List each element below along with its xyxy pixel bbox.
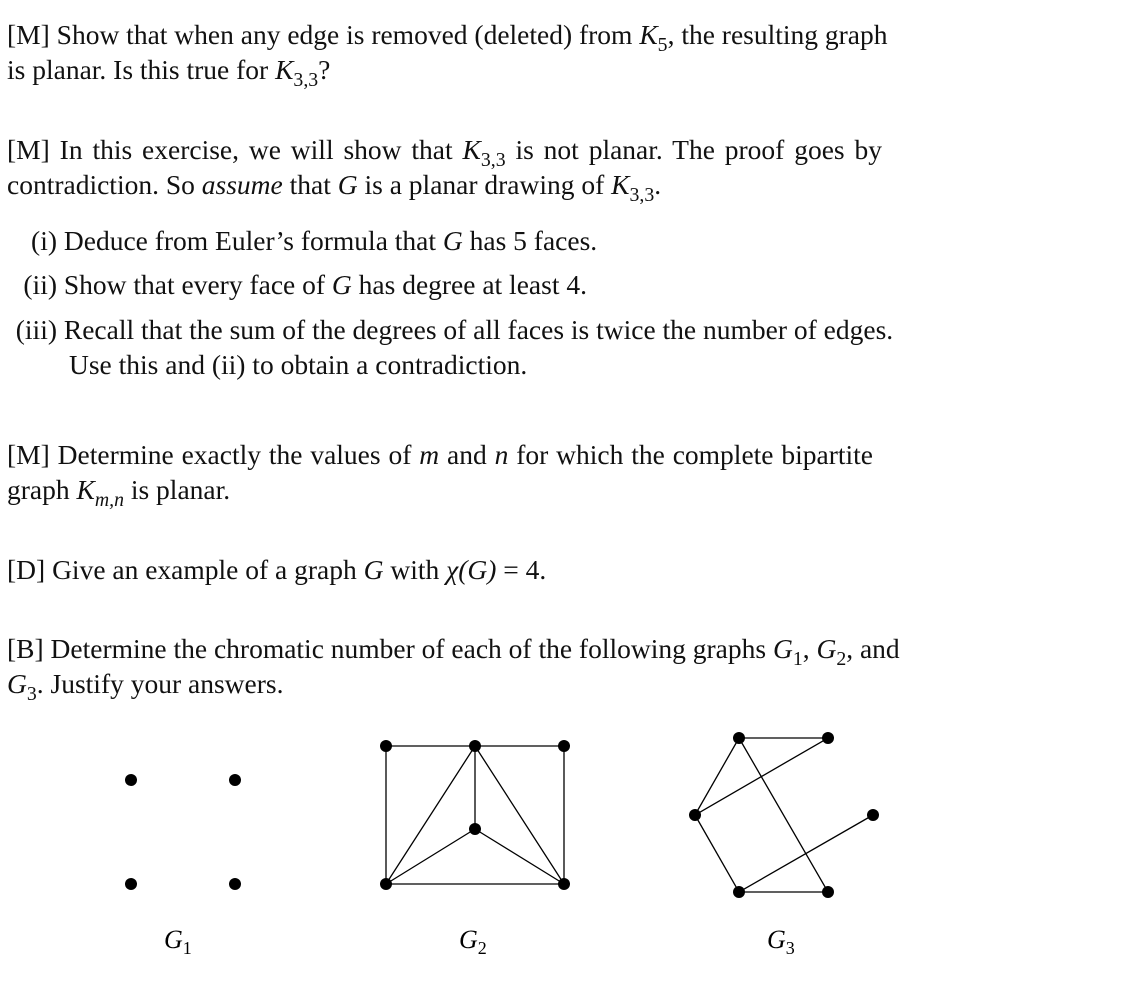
exercise-3-line-2: graph $K_{m,n}$ is planar. [7, 474, 231, 511]
graph-g2 [386, 746, 564, 884]
graph-vertex [380, 740, 392, 752]
k33-symbol: $K_{3,3}$ [462, 134, 506, 171]
graph-g3-label: $G_3$ [767, 925, 795, 958]
exercise-3-line-1: [M] Determine exactly the values of m and n for which the complete bipartite [7, 439, 874, 470]
graph-edge [386, 829, 475, 884]
graph-vertex [558, 878, 570, 890]
graph-vertex [469, 823, 481, 835]
graph-edge [739, 738, 828, 892]
assume-emphasis: assume [201, 169, 283, 200]
exercise-5-line-2: $G_3$. Justify your answers. [7, 668, 284, 705]
graph-edge [695, 738, 828, 815]
exercise-2-line-1: [M] In this exercise, we will show that $K_{3,3}$ is not planar. The proof goes by [7, 134, 882, 171]
graph-edge [475, 829, 564, 884]
difficulty-tag: [M] [7, 19, 50, 50]
graph-vertex [229, 774, 241, 786]
graph-edge [475, 746, 564, 884]
g3-symbol: $G_3$ [7, 668, 37, 705]
graph-vertex [867, 809, 879, 821]
difficulty-tag: [D] [7, 554, 46, 585]
graph-vertex [822, 732, 834, 744]
graph-vertex [733, 732, 745, 744]
list-item-continuation: Use this and (ii) to obtain a contradiction. [69, 349, 528, 380]
graph-edge [695, 815, 739, 892]
exercise-5-line-1: [B] Determine the chromatic number of each of the following graphs $G_1$, $G_2$, and [7, 633, 900, 670]
k5-symbol: $K_5$ [639, 19, 668, 56]
graph-vertex [822, 886, 834, 898]
graph-vertex [380, 878, 392, 890]
graph-edge [386, 746, 475, 884]
k33-symbol: $K_{3,3}$ [611, 169, 655, 206]
difficulty-tag: [M] [7, 439, 50, 470]
graph-g1 [125, 774, 241, 890]
graph-symbol: G [337, 169, 358, 200]
g2-symbol: $G_2$ [816, 633, 847, 670]
graph-edge [695, 738, 739, 815]
difficulty-tag: [B] [7, 633, 44, 664]
graph-vertex [125, 774, 137, 786]
graph-vertex [125, 878, 137, 890]
kmn-symbol: $K_{m,n}$ [76, 474, 124, 511]
list-item: (ii) Show that every face of G has degree at least 4. [23, 269, 587, 300]
graph-symbol: G [363, 554, 384, 585]
exercise-1-line-2: is planar. Is this true for $K_{3,3}$? [7, 54, 331, 91]
exercise-2-line-2: contradiction. So assume that G is a planar drawing of $K_{3,3}$. [7, 169, 662, 206]
graph-edge [739, 815, 873, 892]
graph-vertex [733, 886, 745, 898]
exercise-1-line-1: [M] Show that when any edge is removed (deleted) from $K_5$, the resulting graph [7, 19, 888, 56]
graph-g2-label: $G_2$ [459, 925, 487, 958]
exercise-4-line-1: [D] Give an example of a graph G with χ(G) = 4. [7, 554, 547, 585]
n-symbol: n [494, 439, 509, 470]
difficulty-tag: [M] [7, 134, 50, 165]
g1-symbol: $G_1$ [772, 633, 803, 670]
graph-g3 [695, 738, 873, 892]
graph-vertex [469, 740, 481, 752]
list-item: (i) Deduce from Euler’s formula that G has 5 faces. [31, 225, 598, 256]
k33-symbol: $K_{3,3}$ [275, 54, 319, 91]
graph-g1-label: $G_1$ [164, 925, 192, 958]
graph-vertex [229, 878, 241, 890]
graph-vertex [689, 809, 701, 821]
list-item: (iii) Recall that the sum of the degrees of all faces is twice the number of edges. [15, 314, 894, 345]
chromatic-number-symbol: χ(G) [446, 554, 497, 585]
graph-vertex [558, 740, 570, 752]
m-symbol: m [419, 439, 440, 470]
